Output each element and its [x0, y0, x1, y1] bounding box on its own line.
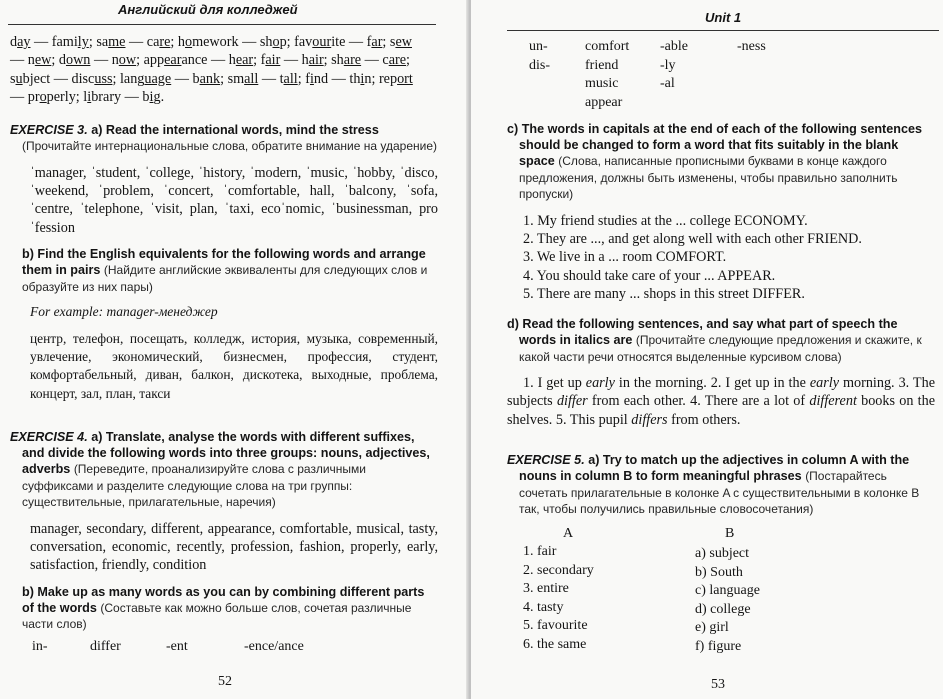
- sentence-3: 3. We live in a ... room COMFORT.: [523, 249, 727, 266]
- word-text: ; f: [297, 70, 310, 87]
- underlined-letters: ank: [199, 70, 221, 87]
- exercise-4c-heading: [507, 121, 935, 203]
- sentence-2: 2. They are ..., and get along well with each other FRIEND.: [523, 230, 862, 247]
- word-text: ; d: [51, 52, 66, 69]
- word-text: ; f: [253, 52, 266, 69]
- column-b-item: d) college: [695, 601, 751, 617]
- exercise-4-instruction-ru: (Переведите, проанализируйте слова с различными суффиксами и разделите следующие слова на три группы: существительные, прилагательные, наречия): [22, 462, 366, 509]
- d-sentence-4-end: books on the shelves.: [507, 393, 935, 428]
- column-b-label: B: [725, 526, 735, 541]
- underlined-letters: re: [159, 34, 171, 50]
- exercise-4d: [507, 316, 935, 429]
- right-running-header: Unit 1: [705, 10, 742, 25]
- d-sentence-1-italic: early: [585, 375, 615, 391]
- word-pairs-line: [10, 70, 438, 88]
- exercise-5-instruction: a) Try to match up the adjectives in column A with the nouns in column B to form meaningful phrases: [519, 453, 910, 483]
- exercise-4c-sentences: [507, 212, 935, 304]
- d-sentence-2-start: 2. I get up in the: [710, 375, 810, 391]
- exercise-4-instruction: a) Translate, analyse the words with different suffixes, and divide the following words into three groups: nouns, adjectives, adverbs: [22, 430, 430, 476]
- word-text: — fami: [30, 34, 78, 50]
- suffix-ness: -ness: [737, 39, 766, 54]
- underlined-letters: our: [312, 34, 332, 50]
- exercise-3b-instruction-ru: (Найдите английские эквиваленты для следующих слов и образуйте из них пары): [22, 263, 428, 294]
- d-sentence-3-start: 3. The subjects: [507, 375, 935, 410]
- d-sentence-3-end: from each other.: [587, 393, 691, 410]
- word-pairs: [10, 33, 438, 107]
- word-text: — h: [280, 52, 309, 69]
- column-a-item: 3. entire: [523, 581, 569, 596]
- d-sentence-1-start: 1. I get up: [523, 375, 586, 391]
- exercise-4b-instruction-ru: (Составьте как можно больше слов, сочетая различные части слов): [22, 600, 412, 632]
- column-a-item: 2. secondary: [523, 562, 594, 578]
- word-text: — pr: [10, 89, 40, 106]
- underlined-letters: ew: [34, 52, 52, 69]
- d-sentence-5-start: 5. This pupil: [555, 411, 632, 428]
- underlined-letters: ay: [17, 34, 31, 50]
- exercise-5: [507, 452, 935, 518]
- word-text: ; sh: [323, 52, 344, 69]
- underlined-letters: ear: [164, 52, 182, 69]
- example-line: For example: manager-менеджер: [30, 304, 218, 320]
- russian-word-list: центр, телефон, посещать, колледж, история, музыка, современный, увлечение, экономический, бизнесмен, профессия, студент, комфортабельный, диван, балкон, дискотека, выходные, проблема, концерт, зал, план, такси: [30, 330, 438, 401]
- d-sentence-5-end: from others.: [667, 411, 741, 428]
- underlined-letters: ear: [235, 52, 254, 69]
- left-page: [0, 0, 469, 699]
- exercise-4: [10, 429, 438, 633]
- word-text: n; rep: [364, 70, 398, 87]
- exercise-3: [10, 122, 438, 403]
- suffix-column: [660, 38, 688, 94]
- column-a-item: 1. fair: [523, 544, 557, 559]
- exercise-3b-instruction: b) Find the English equivalents for the following words and arrange them in pairs: [22, 247, 426, 278]
- right-header-rule: [507, 30, 939, 31]
- underlined-letters: air: [308, 52, 324, 69]
- word-text: ; s: [382, 34, 396, 50]
- column-a-item: 4. tasty: [523, 599, 564, 615]
- word-text: ance — h: [181, 52, 236, 69]
- exercise-4d-sentences: [507, 374, 935, 429]
- exercise-4-words: manager, secondary, different, appearance, comfortable, musical, tasty, conversation, economic, recently, profession, fashion, properly, early, satisfaction, friendly, condition: [30, 520, 438, 574]
- column-b-item: c) language: [695, 583, 760, 598]
- word-text: ; app: [136, 52, 165, 69]
- word-text: — c: [361, 52, 389, 69]
- underlined-letters: air: [265, 52, 281, 69]
- left-page-number: 52: [218, 674, 232, 689]
- right-page: [471, 0, 943, 699]
- word-pairs-line: [10, 88, 438, 106]
- word-part-ence: -ence/ance: [244, 639, 304, 654]
- suffix-able: -able: [660, 39, 688, 54]
- word-text: brary — b: [91, 89, 150, 106]
- word-text: ;: [406, 52, 410, 69]
- underlined-letters: ar: [371, 34, 383, 50]
- exercise-3-words: ˈmanager, ˈstudent, ˈcollege, ˈhistory, ˈmodern, ˈmusic, ˈhobby, ˈdisco, ˈweekend, ˈproblem, ˈconcert, ˈcomfortable, hall, ˈbalcony, ˈsofa, ˈcentre, ˈtelephone, ˈvisit, plan, ˈtaxi, ecoˈnomic, ˈbusinessman, proˈfession: [30, 164, 438, 236]
- underlined-letters: ly: [77, 34, 89, 50]
- underlined-letters: uss: [94, 70, 113, 87]
- column-a: [523, 543, 594, 654]
- word-text: — b: [171, 70, 200, 87]
- word-pairs-lines: [10, 33, 438, 107]
- underlined-letters: me: [108, 34, 126, 50]
- left-running-header: Английский для колледжей: [118, 2, 298, 17]
- exercise-4c: [507, 121, 935, 304]
- underlined-letters: i: [149, 89, 154, 106]
- left-header-rule: [8, 24, 436, 25]
- underlined-letters: o: [272, 34, 280, 50]
- word-text: p; fav: [279, 34, 313, 50]
- d-sentence-4-start: 4. There are a lot of: [690, 393, 810, 410]
- word-pairs-line: [10, 51, 438, 69]
- word-text: ; lang: [112, 70, 145, 87]
- underlined-letters: ort: [397, 70, 413, 87]
- word-text: — n: [10, 52, 35, 69]
- suffix-ly: -ly: [660, 57, 676, 73]
- word-text: bject — disc: [22, 70, 95, 87]
- column-a-item: 6. the same: [523, 636, 587, 652]
- prefix-column: [529, 38, 550, 75]
- prefix-dis: dis-: [529, 57, 550, 73]
- d-sentence-4-italic: different: [809, 393, 857, 410]
- stem-music: music: [585, 76, 619, 91]
- exercise-5-instruction-ru: (Постарайтесь сочетать прилагательные в колонке A с существительными в колонке B так, чтобы получились правильные словосочетания): [519, 469, 920, 516]
- right-page-number: 53: [711, 677, 725, 692]
- exercise-3-instruction-ru: (Прочитайте интернациональные слова, обратите внимание на ударение): [22, 139, 437, 153]
- word-text: nd — th: [313, 70, 361, 87]
- word-text: g.: [153, 89, 165, 106]
- underlined-letters: o: [39, 89, 47, 106]
- underlined-letters: o: [185, 34, 193, 50]
- word-text: perly; l: [46, 89, 88, 106]
- word-text: — t: [258, 70, 284, 87]
- underlined-letters: i: [309, 70, 314, 87]
- word-part-differ: differ: [90, 639, 121, 654]
- d-sentence-5-italic: differs: [631, 411, 668, 428]
- stem-friend: friend: [585, 57, 619, 73]
- word-text: ; sa: [88, 34, 109, 50]
- stem-column: [585, 38, 629, 112]
- exercise-3-heading: [10, 122, 438, 155]
- exercise-4d-instruction-ru: (Прочитайте следующие предложения и скажите, к какой части речи относятся выделенные курсивом слова): [519, 333, 922, 364]
- underlined-letters: i: [360, 70, 365, 87]
- underlined-letters: all: [283, 70, 298, 87]
- exercise-5-label: EXERCISE 5.: [507, 453, 585, 467]
- underlined-letters: ew: [395, 34, 412, 50]
- underlined-letters: u: [15, 70, 23, 87]
- d-sentence-3-italic: differ: [556, 393, 588, 410]
- exercise-4-label: EXERCISE 4.: [10, 430, 88, 444]
- word-text: s: [10, 70, 16, 87]
- column-b: [695, 545, 760, 656]
- column-a-item: 5. favourite: [523, 618, 588, 633]
- underlined-letters: ow: [118, 52, 137, 69]
- word-text: — ca: [125, 34, 160, 50]
- sentence-1: 1. My friend studies at the ... college ECONOMY.: [523, 212, 808, 229]
- exercise-3-label: EXERCISE 3.: [10, 123, 88, 137]
- underlined-letters: are: [343, 52, 362, 69]
- exercise-4d-heading: [507, 316, 935, 365]
- sentence-4: 4. You should take care of your ... APPEAR.: [523, 267, 776, 284]
- exercise-5-heading: [507, 452, 935, 518]
- column-b-item: b) South: [695, 564, 743, 580]
- exercise-4d-instruction: d) Read the following sentences, and say what part of speech the words in italics are: [507, 317, 898, 347]
- underlined-letters: are: [388, 52, 407, 69]
- word-part-in: in-: [32, 639, 48, 654]
- sentence-5: 5. There are many ... shops in this street DIFFER.: [523, 286, 805, 303]
- underlined-letters: i: [87, 89, 92, 106]
- column-b-item: a) subject: [695, 546, 750, 561]
- word-text: mework — sh: [192, 34, 273, 50]
- exercise-4c-instruction: c) The words in capitals at the end of each of the following sentences should be changed to form a word that fits suitably in the blank space: [507, 122, 922, 168]
- word-text: — n: [90, 52, 119, 69]
- underlined-letters: own: [65, 52, 91, 69]
- d-sentence-1-end: in the morning.: [614, 375, 711, 391]
- underlined-letters: uage: [144, 70, 172, 87]
- word-part-ent: -ent: [166, 639, 188, 654]
- word-text: ; sm: [220, 70, 245, 87]
- exercise-4c-instruction-ru: (Слова, написанные прописными буквами в конце каждого предложения, должны быть изменены, чтобы правильно заполнить пропуски): [519, 154, 898, 201]
- prefix-un: un-: [529, 39, 548, 54]
- exercise-4-heading: [10, 429, 438, 511]
- exercise-4b-heading: [10, 584, 438, 633]
- word-text: ; h: [170, 34, 185, 50]
- word-pairs-line: [10, 33, 438, 51]
- column-b-item: e) girl: [695, 620, 729, 635]
- exercise-4b-instruction: b) Make up as many words as you can by combining different parts of the words: [22, 584, 425, 615]
- word-text: d: [10, 34, 18, 50]
- exercise-3b-heading: [10, 246, 438, 295]
- suffix-al: -al: [660, 76, 675, 91]
- word-text: ite — f: [331, 34, 372, 50]
- column-a-label: A: [563, 526, 574, 541]
- stem-appear: appear: [585, 94, 623, 110]
- d-sentence-2-italic: early: [809, 375, 840, 391]
- exercise-3-instruction: a) Read the international words, mind the stress: [87, 123, 379, 137]
- stem-comfort: comfort: [585, 39, 630, 54]
- underlined-letters: all: [244, 70, 259, 87]
- d-sentence-2-end: morning.: [839, 375, 895, 391]
- column-b-item: f) figure: [695, 638, 742, 654]
